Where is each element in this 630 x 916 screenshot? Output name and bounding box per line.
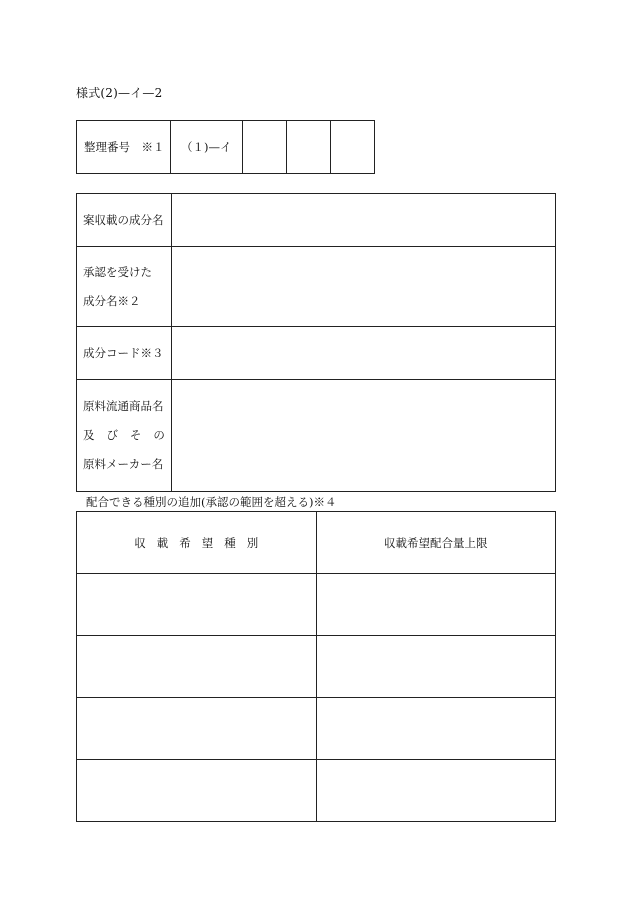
serial-blank-box-1[interactable] xyxy=(243,121,287,174)
category-row xyxy=(77,574,556,636)
info-label xyxy=(77,380,172,492)
category-row xyxy=(77,760,556,822)
info-value-field[interactable] xyxy=(171,327,555,380)
spaced-char: び xyxy=(106,428,118,442)
info-value-field[interactable] xyxy=(171,247,555,327)
info-label-line: 成分名※２ xyxy=(83,293,141,308)
spaced-char: そ xyxy=(129,428,142,442)
info-row-proposed-name xyxy=(77,194,556,247)
info-label-line-spaced xyxy=(83,421,165,450)
category-cell[interactable] xyxy=(77,698,317,760)
serial-blank-box-2[interactable] xyxy=(287,121,331,174)
category-caption: 配合できる種別の追加(承認の範囲を超える)※４ xyxy=(86,495,337,509)
ingredient-info-table xyxy=(76,193,556,492)
spaced-char: の xyxy=(153,428,165,442)
category-row xyxy=(77,636,556,698)
info-label-line: 原料流通商品名 xyxy=(83,399,164,413)
info-row-approved-name xyxy=(77,247,556,327)
info-label-line: 原料メーカー名 xyxy=(83,457,164,471)
info-label xyxy=(77,247,172,327)
serial-value: （１)—イ xyxy=(171,121,243,174)
max-amount-cell[interactable] xyxy=(316,636,555,698)
info-value-field[interactable] xyxy=(171,380,555,492)
max-amount-cell[interactable] xyxy=(316,760,555,822)
serial-label: 整理番号 ※１ xyxy=(77,121,171,174)
info-label-line: 案収載の成分名 xyxy=(83,212,164,227)
serial-number-box xyxy=(76,120,375,174)
info-label-line: 承認を受けた xyxy=(83,264,152,279)
info-label-line: 成分コード※３ xyxy=(83,345,164,360)
info-row-ingredient-code xyxy=(77,327,556,380)
category-cell[interactable] xyxy=(77,636,317,698)
info-value-field[interactable] xyxy=(171,194,555,247)
serial-blank-box-3[interactable] xyxy=(331,121,375,174)
info-label xyxy=(77,194,172,247)
spaced-char: 及 xyxy=(83,428,95,442)
info-row-trade-name-maker xyxy=(77,380,556,492)
category-table xyxy=(76,511,556,822)
info-label xyxy=(77,327,172,380)
header-max-amount: 収載希望配合量上限 xyxy=(316,512,555,574)
form-code: 様式(2)—イ—2 xyxy=(76,86,163,100)
category-header-row xyxy=(77,512,556,574)
max-amount-cell[interactable] xyxy=(316,574,555,636)
header-category: 収載希望種別 xyxy=(77,512,317,574)
category-row xyxy=(77,698,556,760)
max-amount-cell[interactable] xyxy=(316,698,555,760)
category-cell[interactable] xyxy=(77,574,317,636)
category-cell[interactable] xyxy=(77,760,317,822)
